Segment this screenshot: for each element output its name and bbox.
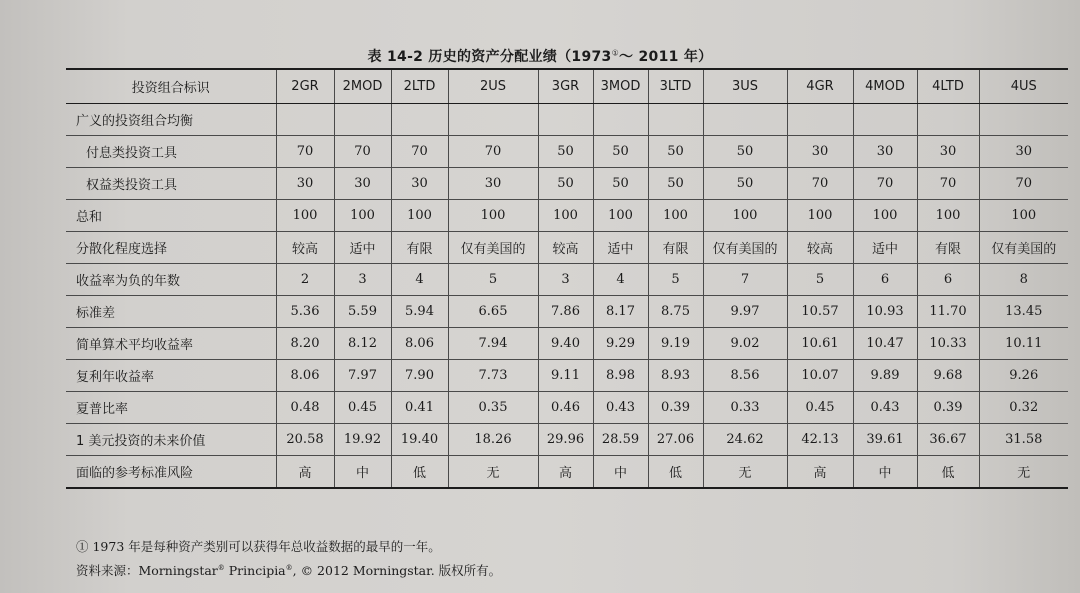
table-cell: 6.65 [448, 296, 538, 328]
table-cell: 适中 [593, 232, 648, 264]
table-cell: 5.94 [391, 296, 448, 328]
table-cell: 适中 [853, 232, 917, 264]
table-cell: 8 [979, 264, 1068, 296]
table-cell: 5 [787, 264, 853, 296]
table-cell: 7.90 [391, 360, 448, 392]
source-note-part: Principia [224, 563, 286, 578]
table-cell: 适中 [334, 232, 391, 264]
table-cell [538, 104, 593, 136]
table-cell: 9.97 [703, 296, 787, 328]
table-cell: 70 [917, 168, 979, 200]
table-cell: 10.57 [787, 296, 853, 328]
header-label: 投资组合标识 [66, 69, 276, 104]
row-label: 面临的参考标准风险 [66, 456, 276, 489]
table-cell: 100 [538, 200, 593, 232]
table-cell: 仅有美国的 [703, 232, 787, 264]
table-cell: 36.67 [917, 424, 979, 456]
table-row [66, 392, 1068, 424]
table-cell: 50 [648, 136, 703, 168]
table-cell: 29.96 [538, 424, 593, 456]
table-cell: 70 [979, 168, 1068, 200]
table-cell: 30 [276, 168, 334, 200]
table-cell: 3 [334, 264, 391, 296]
table-cell: 无 [448, 456, 538, 489]
table-cell: 7.97 [334, 360, 391, 392]
table-cell: 50 [648, 168, 703, 200]
table-cell: 9.11 [538, 360, 593, 392]
table-cell: 仅有美国的 [448, 232, 538, 264]
table-cell: 低 [917, 456, 979, 489]
table-cell: 8.93 [648, 360, 703, 392]
table-cell [648, 104, 703, 136]
column-header: 2LTD [391, 69, 448, 104]
table-cell: 较高 [787, 232, 853, 264]
table-cell: 19.92 [334, 424, 391, 456]
registered-mark: ® [217, 563, 225, 572]
table-cell: 100 [448, 200, 538, 232]
table-cell: 0.43 [853, 392, 917, 424]
table-cell: 70 [391, 136, 448, 168]
table-cell: 无 [979, 456, 1068, 489]
footnote: ① 1973 年是每种资产类别可以获得年总收益数据的最早的一年。 [76, 539, 441, 554]
table-cell: 7.73 [448, 360, 538, 392]
table-cell: 0.43 [593, 392, 648, 424]
table-cell: 高 [538, 456, 593, 489]
table-cell: 31.58 [979, 424, 1068, 456]
table-cell: 中 [593, 456, 648, 489]
table-cell: 中 [334, 456, 391, 489]
table-cell: 70 [276, 136, 334, 168]
table-cell: 7.94 [448, 328, 538, 360]
column-header: 4MOD [853, 69, 917, 104]
table-cell: 高 [787, 456, 853, 489]
table-cell: 6 [917, 264, 979, 296]
table-cell: 30 [334, 168, 391, 200]
table-cell: 50 [703, 136, 787, 168]
table-cell: 有限 [648, 232, 703, 264]
table-cell: 低 [391, 456, 448, 489]
table-cell: 有限 [391, 232, 448, 264]
table-cell: 100 [391, 200, 448, 232]
table-cell: 10.93 [853, 296, 917, 328]
table-header [66, 69, 1068, 104]
table-cell: 8.12 [334, 328, 391, 360]
table-cell: 5.36 [276, 296, 334, 328]
table-cell: 100 [648, 200, 703, 232]
table-cell: 0.48 [276, 392, 334, 424]
table-cell: 9.19 [648, 328, 703, 360]
row-label: 分散化程度选择 [66, 232, 276, 264]
table-cell [334, 104, 391, 136]
table-cell: 50 [593, 136, 648, 168]
table-cell [787, 104, 853, 136]
table-cell: 70 [787, 168, 853, 200]
table-cell: 11.70 [917, 296, 979, 328]
table-cell: 0.39 [648, 392, 703, 424]
table-cell: 7 [703, 264, 787, 296]
table-cell: 10.61 [787, 328, 853, 360]
table-cell: 0.39 [917, 392, 979, 424]
table-cell: 0.45 [334, 392, 391, 424]
table-cell: 42.13 [787, 424, 853, 456]
table-cell: 8.56 [703, 360, 787, 392]
table-cell: 30 [448, 168, 538, 200]
table-cell: 0.46 [538, 392, 593, 424]
table-cell: 100 [276, 200, 334, 232]
row-label: 付息类投资工具 [66, 136, 276, 168]
row-label: 简单算术平均收益率 [66, 328, 276, 360]
source-note [76, 561, 501, 579]
table-cell: 0.45 [787, 392, 853, 424]
table-cell: 0.33 [703, 392, 787, 424]
table-row [66, 424, 1068, 456]
table-cell: 27.06 [648, 424, 703, 456]
table-cell: 9.68 [917, 360, 979, 392]
table-row [66, 232, 1068, 264]
row-label: 广义的投资组合均衡 [66, 104, 276, 136]
table-cell: 3 [538, 264, 593, 296]
table-cell: 5.59 [334, 296, 391, 328]
table-cell: 9.40 [538, 328, 593, 360]
row-label: 复利年收益率 [66, 360, 276, 392]
table-cell: 5 [448, 264, 538, 296]
table-cell: 30 [979, 136, 1068, 168]
table-row [66, 264, 1068, 296]
column-header: 4US [979, 69, 1068, 104]
table-cell [979, 104, 1068, 136]
table-cell: 50 [538, 136, 593, 168]
table-cell: 4 [593, 264, 648, 296]
table-row [66, 456, 1068, 489]
table-cell: 10.11 [979, 328, 1068, 360]
table-row [66, 136, 1068, 168]
row-label: 总和 [66, 200, 276, 232]
table-cell [703, 104, 787, 136]
column-header: 3MOD [593, 69, 648, 104]
table-cell: 50 [538, 168, 593, 200]
table-cell: 100 [593, 200, 648, 232]
table-cell: 低 [648, 456, 703, 489]
table-cell: 70 [334, 136, 391, 168]
table-cell: 8.06 [276, 360, 334, 392]
table-cell: 24.62 [703, 424, 787, 456]
table-cell: 0.41 [391, 392, 448, 424]
table-cell: 100 [334, 200, 391, 232]
table-cell: 100 [853, 200, 917, 232]
table-cell: 30 [391, 168, 448, 200]
table-cell: 30 [853, 136, 917, 168]
table-cell: 有限 [917, 232, 979, 264]
column-header: 3LTD [648, 69, 703, 104]
column-header: 2GR [276, 69, 334, 104]
table-cell: 9.89 [853, 360, 917, 392]
table-cell: 8.20 [276, 328, 334, 360]
column-header: 3GR [538, 69, 593, 104]
table-cell: 5 [648, 264, 703, 296]
table-cell: 较高 [276, 232, 334, 264]
table-cell: 39.61 [853, 424, 917, 456]
table-title [0, 46, 1080, 66]
table-cell: 13.45 [979, 296, 1068, 328]
table-cell: 0.35 [448, 392, 538, 424]
table-cell: 19.40 [391, 424, 448, 456]
table-cell: 50 [593, 168, 648, 200]
table-cell: 高 [276, 456, 334, 489]
table-cell: 10.47 [853, 328, 917, 360]
registered-mark: ® [285, 563, 293, 572]
asset-allocation-table [66, 68, 1068, 489]
table-cell: 100 [703, 200, 787, 232]
table-cell: 仅有美国的 [979, 232, 1068, 264]
table-cell: 8.17 [593, 296, 648, 328]
row-label: 1 美元投资的未来价值 [66, 424, 276, 456]
table-cell: 8.75 [648, 296, 703, 328]
table-cell: 100 [787, 200, 853, 232]
table-row [66, 296, 1068, 328]
table-row [66, 104, 1068, 136]
row-label: 夏普比率 [66, 392, 276, 424]
table-row [66, 168, 1068, 200]
column-header: 4GR [787, 69, 853, 104]
table-cell: 70 [853, 168, 917, 200]
table-cell: 9.29 [593, 328, 648, 360]
table-title-tail: ～ 2011 年） [619, 49, 713, 65]
source-note-part: 资料来源：Morningstar [76, 563, 218, 578]
row-label: 权益类投资工具 [66, 168, 276, 200]
table-cell: 无 [703, 456, 787, 489]
table-cell: 0.32 [979, 392, 1068, 424]
table-cell: 中 [853, 456, 917, 489]
table-cell: 50 [703, 168, 787, 200]
table-row [66, 328, 1068, 360]
column-header: 4LTD [917, 69, 979, 104]
table-cell [853, 104, 917, 136]
table-cell [917, 104, 979, 136]
table-cell: 较高 [538, 232, 593, 264]
table-cell: 10.33 [917, 328, 979, 360]
table-row [66, 360, 1068, 392]
table-cell: 8.98 [593, 360, 648, 392]
table-cell: 8.06 [391, 328, 448, 360]
row-label: 标准差 [66, 296, 276, 328]
table-body [66, 104, 1068, 489]
table-cell: 2 [276, 264, 334, 296]
table-cell: 30 [917, 136, 979, 168]
table-title-main: 表 14-2 历史的资产分配业绩（1973 [367, 49, 612, 65]
table-cell: 9.02 [703, 328, 787, 360]
column-header: 2MOD [334, 69, 391, 104]
table-cell [391, 104, 448, 136]
table-row [66, 200, 1068, 232]
table-cell: 100 [979, 200, 1068, 232]
table-cell: 7.86 [538, 296, 593, 328]
source-note-part: , © 2012 Morningstar. 版权所有。 [292, 563, 502, 578]
table-cell: 28.59 [593, 424, 648, 456]
table-cell: 9.26 [979, 360, 1068, 392]
table-cell: 10.07 [787, 360, 853, 392]
table-cell: 20.58 [276, 424, 334, 456]
table-cell: 100 [917, 200, 979, 232]
table-cell: 6 [853, 264, 917, 296]
table-cell: 70 [448, 136, 538, 168]
row-label: 收益率为负的年数 [66, 264, 276, 296]
table-cell: 4 [391, 264, 448, 296]
column-header: 3US [703, 69, 787, 104]
title-footnote-mark: ① [611, 48, 620, 58]
table-cell [276, 104, 334, 136]
table-cell: 18.26 [448, 424, 538, 456]
table-cell [593, 104, 648, 136]
table-cell [448, 104, 538, 136]
header-row [66, 69, 1068, 104]
column-header: 2US [448, 69, 538, 104]
table-cell: 30 [787, 136, 853, 168]
